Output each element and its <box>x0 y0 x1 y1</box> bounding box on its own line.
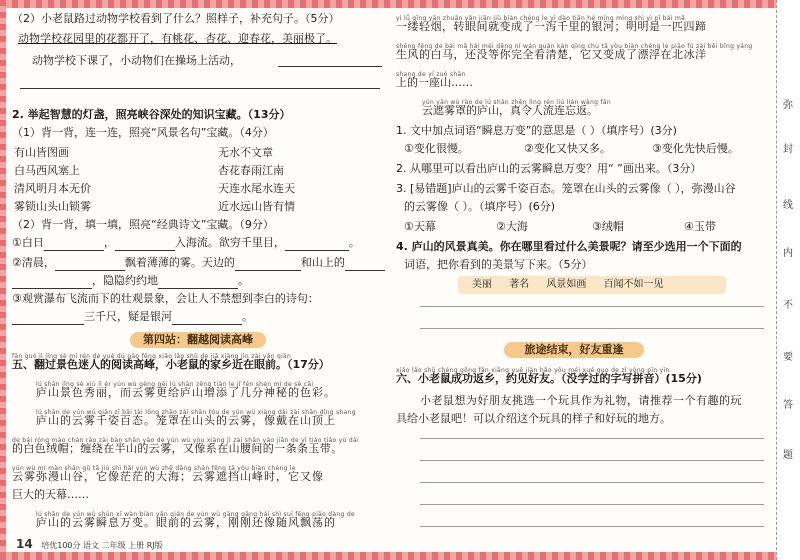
fill-1-text-d: 。 <box>348 236 360 249</box>
q6-write-line-5[interactable] <box>420 526 764 527</box>
q1-answer-line-1[interactable] <box>278 66 382 67</box>
gutter-char: 答 <box>783 400 793 411</box>
match-left-3[interactable]: 清风明月本无价 <box>14 182 91 195</box>
fill-1-text-b: ， <box>103 236 115 249</box>
fill-line-2b <box>12 274 249 289</box>
fill-1-blank-2[interactable] <box>115 236 175 251</box>
r-q1-opt-3[interactable]: ③变化先快后慢。 <box>652 142 739 155</box>
q1-2-prompt: （2）小老鼠路过动物学校看到了什么？照样子，补充句子。（5分） <box>12 12 340 25</box>
match-right-3[interactable]: 天连水尾水连天 <box>218 182 295 195</box>
passage-line-7: 一缕轻烟，转眼间就变成了一泻千里的银河；明明是一匹四蹄 <box>396 20 707 33</box>
end-banner: 旅途结束，好友重逢 <box>504 342 644 358</box>
q2-1-prompt: （1）背一背，连一连，照亮“风景名句”宝藏。（4分） <box>12 126 274 139</box>
r-q1-opt-1[interactable]: ①变化很慢。 <box>404 142 469 155</box>
fill-line-1 <box>12 236 360 251</box>
passage-pinyin-4: yún wù mí màn shān gǔ tā jiù shì hǎi yún wù zhē dǎng shān fēng tā yòu biàn chéng le <box>12 465 296 472</box>
r-q2: 2. 从哪里可以看出庐山的云雾瞬息万变？用“ ”画出来。（3分） <box>396 162 702 175</box>
fill-2-text-a: ②清晨， <box>12 256 55 269</box>
passage-line-6: 庐山的云雾瞬息万变。眼前的云雾，刚刚还像随风飘荡的 <box>36 516 336 529</box>
passage-pinyin-6: lú shān de yún wù shùn xī wàn biàn yǎn qián de yún wù gāng gāng hái shì suí fēng piāo dàng de <box>36 511 355 518</box>
r-q4: 4. 庐山的风景真美。你在哪里看过什么美景呢？请至少选用一个下面的 <box>396 240 742 253</box>
q1-fill-prompt: 动物学校下课了，小动物们在操场上活动， <box>32 54 241 67</box>
q6-write-line-1[interactable] <box>420 438 764 439</box>
passage-line-5: 巨大的天幕…… <box>12 488 89 501</box>
fill-2-blank-3[interactable] <box>345 256 385 271</box>
passage-pinyin-7: yì lǚ qīng yān zhuǎn yǎn jiān jiù biàn chéng le yì dào tiān hé míng míng shì yì pǐ bái mǎ <box>396 15 686 22</box>
match-right-2[interactable]: 杏花春雨江南 <box>218 164 284 177</box>
fill-3-blank-1[interactable] <box>12 310 84 325</box>
fill-2-blank-5[interactable] <box>158 274 238 289</box>
r-q3: 3. [易错题]庐山的云雾千姿百态。笼罩在山头的云雾像（ ），弥漫山谷 <box>396 182 736 195</box>
q6-write-line-2[interactable] <box>420 460 764 461</box>
r-q4-cont: 词语，把你看到的美景写下来。（5分） <box>404 258 593 271</box>
q5-title: 五、翻过景色迷人的阅读高峰，小老鼠的家乡近在眼前。（17分） <box>12 358 330 371</box>
passage-pinyin-2: lú shān de yún wù qiān zī bǎi tài lǒng zhào zài shān tóu de yún wù xiàng dài zài shān dǐng shang <box>36 409 356 416</box>
fill-1-blank-1[interactable] <box>44 236 104 251</box>
word-bank-item: 著名 <box>509 279 530 290</box>
gutter-char: 要 <box>783 352 793 363</box>
passage-pinyin-9: shang de yí zuò shān <box>396 71 466 78</box>
q2-2-prompt: （2）背一背，填一填，照亮“经典诗文”宝藏。（9分） <box>12 218 274 231</box>
fill-1-text-c: 入海流。欲穷千里目， <box>174 236 285 249</box>
fill-1-blank-3[interactable] <box>285 236 349 251</box>
word-bank-item: 百闻不如一见 <box>603 279 664 290</box>
q5-pinyin: fān guò lì jǐng sè mí rén de yuè dú gāo fēng xiǎo lǎo shǔ de jiā xiāng jìn zài yǎn qián <box>12 353 292 360</box>
fill-2-blank-4[interactable] <box>12 274 92 289</box>
fill-line-2 <box>12 256 385 271</box>
gutter-char: 线 <box>783 200 793 211</box>
gutter-char: 弥 <box>783 100 793 111</box>
top-border <box>0 0 780 8</box>
match-left-1[interactable]: 有山皆图画 <box>14 146 69 159</box>
passage-line-9: 上的一座山…… <box>396 76 473 89</box>
word-bank <box>458 276 726 294</box>
r-q3-cont: 的云雾像（ ）。（填序号）(6分) <box>404 200 556 213</box>
fill-3-text-c: 。 <box>242 310 253 323</box>
word-bank-item: 风景如画 <box>546 279 587 290</box>
book-info: 培优100分 语文 二年级 上册 RJ版 <box>41 541 163 550</box>
footer <box>16 537 163 551</box>
passage-line-1: 庐山景色秀丽，而云雾更给庐山增添了几分神秘的色彩。 <box>36 386 336 399</box>
q4-write-line-2[interactable] <box>420 328 764 329</box>
gutter-char: 不 <box>783 300 793 311</box>
fill-2-blank-1[interactable] <box>55 256 125 271</box>
passage-pinyin-1: lú shān jǐng sè xiù lì ér yún wù gèng gěi lú shān zēng tiān le jǐ fēn shén mì de sè cǎi <box>36 381 314 388</box>
r-q3-opt-2[interactable]: ②大海 <box>496 220 528 233</box>
fill-1-text-a: ①白日 <box>12 236 44 249</box>
q2-title: 2. 举起智慧的灯盏，照亮峡谷深处的知识宝藏。（13分） <box>12 108 291 121</box>
gutter-char: 封 <box>783 144 793 155</box>
match-right-4[interactable]: 近水远山皆有情 <box>218 200 295 213</box>
passage-pinyin-3: de bái róng mào chán rào zài bàn shān yāo de yún wù yòu xiàng jì zài shān yāo jiān de yì tiáo tiáo yù dài <box>12 437 359 444</box>
match-left-2[interactable]: 白马西风塞上 <box>14 164 80 177</box>
passage-line-3: 的白色绒帽；缠绕在半山的云雾，又像系在山腰间的一条条玉带。 <box>12 442 343 455</box>
fill-3-prompt: ③观赏瀑布飞流而下的壮观景象，会让人不禁想到李白的诗句： <box>12 292 319 305</box>
fill-2-text-d: ，隐隐约约地 <box>92 274 158 287</box>
q6-line-2: 具给小老鼠吧！可以介绍这个玩具的样子和好玩的地方。 <box>396 412 671 425</box>
q1-example: 动物学校花园里的花都开了，有桃花、杏花、迎春花，美丽极了。 <box>18 32 337 45</box>
fill-2-text-b: 飘着薄薄的雾。天边的 <box>124 256 235 269</box>
q1-answer-line-2[interactable] <box>20 88 380 89</box>
fill-3-blank-2[interactable] <box>172 310 242 325</box>
passage-line-8: 生风的白马，还没等你完全看清楚，它又变成了漂浮在北冰洋 <box>396 48 707 61</box>
gutter-char: 内 <box>783 248 793 259</box>
binding-gutter <box>776 0 800 560</box>
gutter-char: 题 <box>783 450 793 461</box>
r-q3-opt-1[interactable]: ①天幕 <box>404 220 436 233</box>
passage-pinyin-8: shēng fēng de bái mǎ hái méi děng nǐ wán quán kàn qīng chu tā yòu biàn chéng le piāo fú zài běi bīng yáng <box>396 43 753 50</box>
r-q3-opt-3[interactable]: ③绒帽 <box>592 220 624 233</box>
q4-write-line-1[interactable] <box>420 306 764 307</box>
bottom-border <box>0 552 780 560</box>
passage-line-10: 云遮雾罩的庐山，真令人流连忘返。 <box>422 104 598 117</box>
match-left-4[interactable]: 雾锁山头山锁雾 <box>14 200 91 213</box>
q6-line-1: 小老鼠想为好朋友挑选一个玩具作为礼物，请推荐一个有趣的玩 <box>420 394 742 407</box>
passage-pinyin-10: yún yān wù rào de lú shān zhēn lìng rén liú lián wàng fǎn <box>422 99 611 106</box>
match-right-1[interactable]: 无水不文章 <box>218 146 273 159</box>
fill-3-text-b: 三千尺，疑是银河 <box>84 310 172 323</box>
page-number: 14 <box>16 537 33 551</box>
r-q1: 1. 文中加点词语“瞬息万变”的意思是（ ）（填序号）(3分) <box>396 124 677 137</box>
q6-write-line-3[interactable] <box>420 482 764 483</box>
q6-write-line-4[interactable] <box>420 504 764 505</box>
fill-2-blank-2[interactable] <box>235 256 301 271</box>
r-q1-opt-2[interactable]: ②变化又快又多。 <box>524 142 611 155</box>
station-banner: 第四站：翻越阅读高峰 <box>130 332 266 348</box>
q6-title: 六、小老鼠成功返乡，约见好友。（没学过的字写拼音）(15分) <box>396 372 702 385</box>
passage-line-4: 云雾弥漫山谷，它像茫茫的大海；云雾遮挡山峰时，它又像 <box>12 470 324 483</box>
fill-line-3 <box>12 310 253 325</box>
left-border <box>0 0 6 560</box>
r-q3-opt-4[interactable]: ④玉带 <box>684 220 716 233</box>
fill-2-text-c: 和山上的 <box>300 256 345 269</box>
word-bank-item: 美丽 <box>472 279 492 290</box>
fill-2-text-e: 。 <box>238 274 249 287</box>
passage-line-2: 庐山的云雾千姿百态。笼罩在山头的云雾，像戴在山顶上 <box>36 414 336 427</box>
q6-pinyin: xiǎo lǎo shǔ chéng gōng fǎn xiāng yuē jiàn hǎo yǒu méi xué guo de zì yòng pīn yīn <box>396 367 670 374</box>
